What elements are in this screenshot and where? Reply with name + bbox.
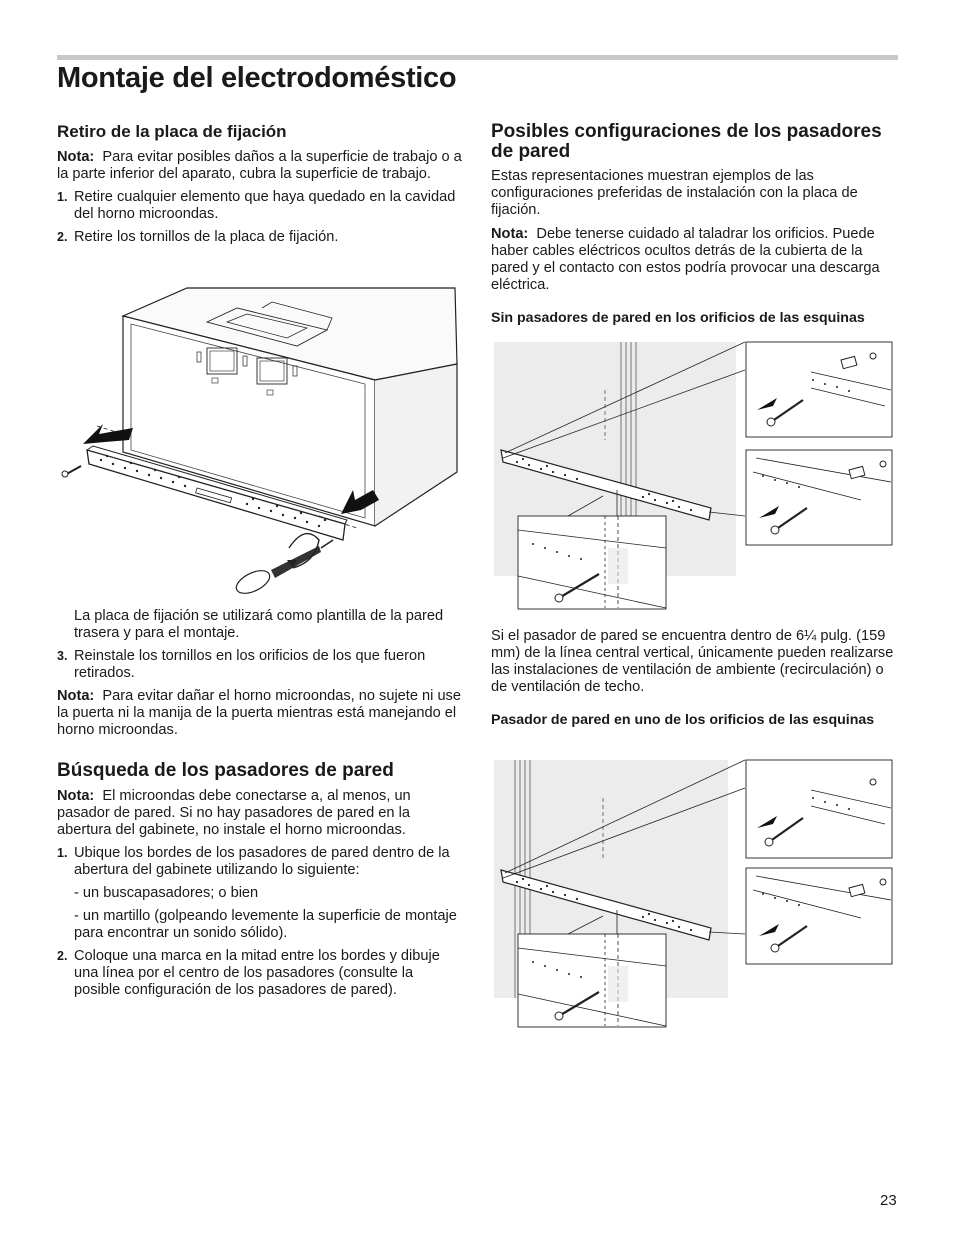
step-number: 2. (57, 230, 68, 244)
retiro-section (57, 122, 462, 246)
note-label: Nota: (491, 226, 529, 242)
config-figure-2 (493, 758, 897, 1028)
step-text: Ubique los bordes de los pasadores de pared dentro de la abertura del gabinete utilizando lo siguiente: (74, 845, 450, 878)
page-number: 23 (880, 1192, 897, 1209)
page-title: Montaje del electrodoméstico (57, 62, 457, 94)
microwave-plate-figure (57, 278, 467, 600)
configuraciones-note (491, 226, 898, 294)
busqueda-note (57, 788, 462, 839)
busqueda-sub-1: - un buscapasadores; o bien (74, 885, 259, 901)
busqueda-heading: Búsqueda de los pasadores de pared (57, 760, 394, 781)
retiro-step-2 (57, 229, 462, 246)
plate-template-text: La placa de fijación se utilizará como plantilla de la pared trasera y para el montaje. (74, 608, 444, 641)
configuraciones-section (491, 122, 898, 327)
screwdriver-icon (233, 534, 333, 598)
note-label: Nota: (57, 688, 95, 704)
note-label: Nota: (57, 788, 95, 804)
step-number: 2. (57, 949, 68, 963)
busqueda-step-2 (57, 948, 462, 999)
step-text: Retire los tornillos de la placa de fijación. (74, 229, 339, 245)
busqueda-step-1 (57, 845, 462, 879)
sub1-heading: Sin pasadores de pared en los orificios de las esquinas (491, 310, 865, 326)
step-number: 1. (57, 190, 68, 204)
retiro-heading: Retiro de la placa de fijación (57, 122, 287, 141)
retiro-note-2 (57, 688, 462, 739)
note-text: El microondas debe conectarse a, al menos, un pasador de pared. Si no hay pasadores de pared en la abertura del gabinete, no instale el horno microondas. (57, 788, 411, 838)
sub2-heading: Pasador de pared en uno de los orificios de las esquinas (491, 712, 875, 728)
step-text: Reinstale los tornillos en los orificios de los que fueron retirados. (74, 648, 426, 681)
configuraciones-intro: Estas representaciones muestran ejemplos de las configuraciones preferidas de instalación con la placa de fijación. (491, 168, 858, 218)
configuraciones-middle (491, 628, 898, 729)
step-text: Coloque una marca en la mitad entre los bordes y dibuje una línea por el centro de los pasadores (consulte la posible configuración de los pasadores de pared). (74, 948, 440, 998)
retiro-step-1 (57, 189, 462, 223)
busqueda-sub-2: - un martillo (golpeando levemente la superficie de montaje para encontrar un sonido sólido). (74, 908, 457, 941)
retiro-continued (57, 608, 462, 999)
configuraciones-heading: Posibles configuraciones de los pasadores de pared (491, 121, 882, 162)
step-number: 1. (57, 846, 68, 860)
step-text: Retire cualquier elemento que haya quedado en la cavidad del horno microondas. (74, 189, 456, 222)
screw-icon (870, 779, 876, 785)
note-label: Nota: (57, 149, 95, 165)
step-number: 3. (57, 649, 68, 663)
note-text: Debe tenerse cuidado al taladrar los orificios. Puede haber cables eléctricos ocultos detrás de la cubierta de la pared y el contacto con estos podría provocar una descarga eléctrica. (491, 226, 880, 293)
config-figure-1 (493, 340, 897, 610)
retiro-step-3 (57, 648, 462, 682)
note-text: Para evitar posibles daños a la superficie de trabajo o a la parte inferior del aparato, cubra la superficie de trabajo. (57, 149, 462, 182)
screw-icon (62, 466, 81, 477)
retiro-note (57, 149, 462, 183)
top-rule (57, 55, 898, 60)
stud-distance-text: Si el pasador de pared se encuentra dentro de 6¼ pulg. (159 mm) de la línea central vertical, únicamente pueden realizarse las instalaciones de ventilación de ambiente (recirculación) o de ventilación de techo. (491, 628, 894, 695)
note-text: Para evitar dañar el horno microondas, no sujete ni use la puerta ni la manija de la puerta mientras está manejando el horno microondas. (57, 688, 461, 738)
